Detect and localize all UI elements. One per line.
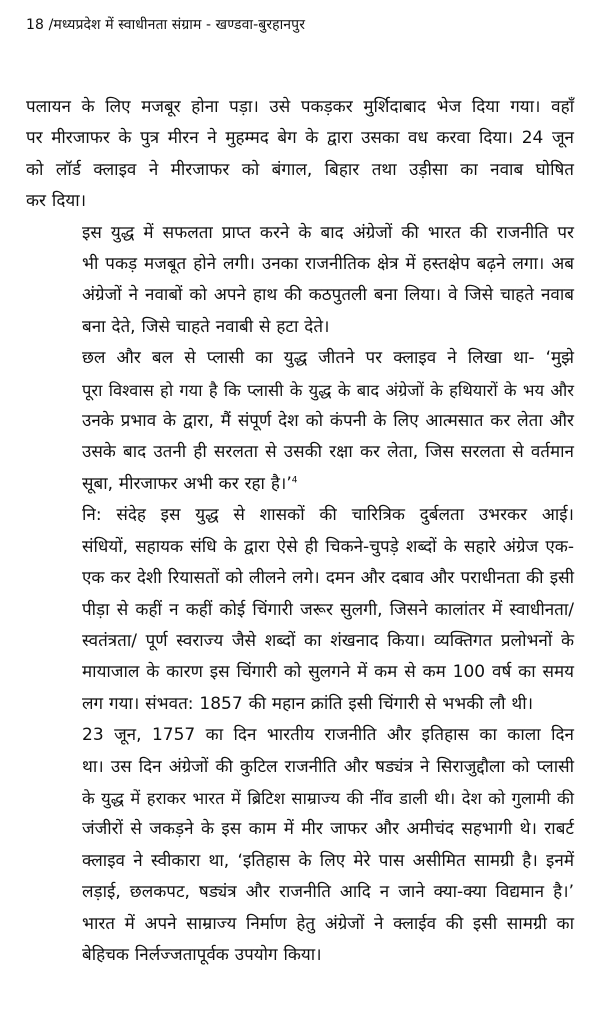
text-line: उनके प्रभाव के द्वारा, मैं संपूर्ण देश को कंपनी के लिए आत्मसात कर लेता और bbox=[82, 411, 574, 432]
text-line: भी पकड़ मजबूत होने लगी। उनका राजनीतिक क्षेत्र में हस्तक्षेप बढ़ने लगा। अब bbox=[82, 254, 574, 275]
body-text bbox=[26, 92, 574, 971]
text-line: 23 जून, 1757 का दिन भारतीय राजनीति और इतिहास का काला दिन bbox=[82, 725, 574, 746]
text-line: पूरा विश्वास हो गया है कि प्लासी के युद्ध के बाद अंग्रेजों के हथियारों के भय और bbox=[82, 380, 574, 400]
text-line: इस युद्ध में सफलता प्राप्त करने के बाद अंग्रेजों की भारत की राजनीति पर bbox=[82, 222, 574, 243]
text-line: स्वतंत्रता/ पूर्ण स्वराज्य जैसे शब्दों का शंखनाद किया। व्यक्तिगत प्रलोभनों के bbox=[82, 630, 574, 651]
text-line: अंग्रेजों ने नवाबों को अपने हाथ की कठपुतली बना लिया। वे जिसे चाहते नवाब bbox=[82, 285, 574, 306]
text-line: संधियों, सहायक संधि के द्वारा ऐसे ही चिकने-चुपड़े शब्दों के सहारे अंग्रेज एक- bbox=[82, 536, 574, 557]
text-line: मायाजाल के कारण इस चिंगारी को सुलगने में कम से कम 100 वर्ष का समय bbox=[82, 662, 574, 683]
text-line: लड़ाई, छलकपट, षड्यंत्र और राजनीति आदि न जाने क्या-क्या विद्यमान है।’ bbox=[82, 882, 574, 903]
text-line: नि: संदेह इस युद्ध से शासकों की चारित्रिक दुर्बलता उभरकर आई। bbox=[82, 505, 574, 526]
text-line: लग गया। संभवत: 1857 की महान क्रांति इसी चिंगारी से भभकी लौ थी। bbox=[82, 693, 534, 714]
paragraph-4 bbox=[26, 500, 574, 720]
text-line: भारत में अपने साम्राज्य निर्माण हेतु अंग्रेजों ने क्लाईव की इसी सामग्री का bbox=[82, 913, 574, 934]
text-line: को लॉर्ड क्लाइव ने मीरजाफर को बंगाल, बिहार तथा उड़ीसा का नवाब घोषित bbox=[26, 159, 574, 180]
text-line: था। उस दिन अंग्रेजों की कुटिल राजनीति और षड्यंत्र ने सिराजुद्दौला को प्लासी bbox=[82, 756, 574, 777]
text-line: बना देते, जिसे चाहते नवाबी से हटा देते। bbox=[82, 316, 330, 337]
paragraph-3 bbox=[26, 343, 574, 500]
text-line: उसके बाद उतनी ही सरलता से उसकी रक्षा कर लेता, जिस सरलता से वर्तमान bbox=[82, 442, 574, 463]
text-line: जंजीरों से जकड़ने के इस काम में मीर जाफर और अमीचंद सहभागी थे। राबर्ट bbox=[82, 819, 574, 840]
text-line: छल और बल से प्लासी का युद्ध जीतने पर क्लाइव ने लिखा था- ‘मुझे bbox=[82, 348, 574, 369]
text-line: पलायन के लिए मजबूर होना पड़ा। उसे पकड़कर मुर्शिदाबाद भेज दिया गया। वहाँ bbox=[26, 97, 574, 117]
text-line: क्लाइव ने स्वीकारा था, ‘इतिहास के लिए मेरे पास असीमित सामग्री है। इनमें bbox=[82, 850, 574, 871]
text-line: एक कर देशी रियासतों को लीलने लगे। दमन और दबाव और पराधीनता की इसी bbox=[82, 568, 574, 589]
paragraph-1 bbox=[26, 92, 574, 218]
text-line: पीड़ा से कहीं न कहीं कोई चिंगारी जरूर सुलगी, जिसने कालांतर में स्वाधीनता/ bbox=[82, 599, 574, 620]
text-line: के युद्ध में हराकर भारत में ब्रिटिश साम्राज्य की नींव डाली थी। देश को गुलामी की bbox=[82, 788, 574, 808]
text-line: सूबा, मीरजाफर अभी कर रहा है।’ bbox=[82, 473, 292, 494]
text-line: बेहिचक निर्लज्जतापूर्वक उपयोग किया। bbox=[82, 944, 322, 965]
text-line: कर दिया। bbox=[26, 191, 87, 212]
footnote-marker[interactable]: 4 bbox=[291, 475, 298, 486]
page-number: 18 bbox=[26, 17, 45, 33]
text-line-with-footnote bbox=[26, 469, 574, 500]
running-header bbox=[26, 16, 305, 34]
paragraph-5 bbox=[26, 720, 574, 971]
text-line: पर मीरजाफर के पुत्र मीरन ने मुहम्मद बेग के द्वारा उसका वध करवा दिया। 24 जून bbox=[26, 128, 574, 149]
header-title: /मध्यप्रदेश में स्वाधीनता संग्राम - खण्डवा-बुरहानपुर bbox=[48, 17, 306, 33]
paragraph-2 bbox=[26, 218, 574, 344]
